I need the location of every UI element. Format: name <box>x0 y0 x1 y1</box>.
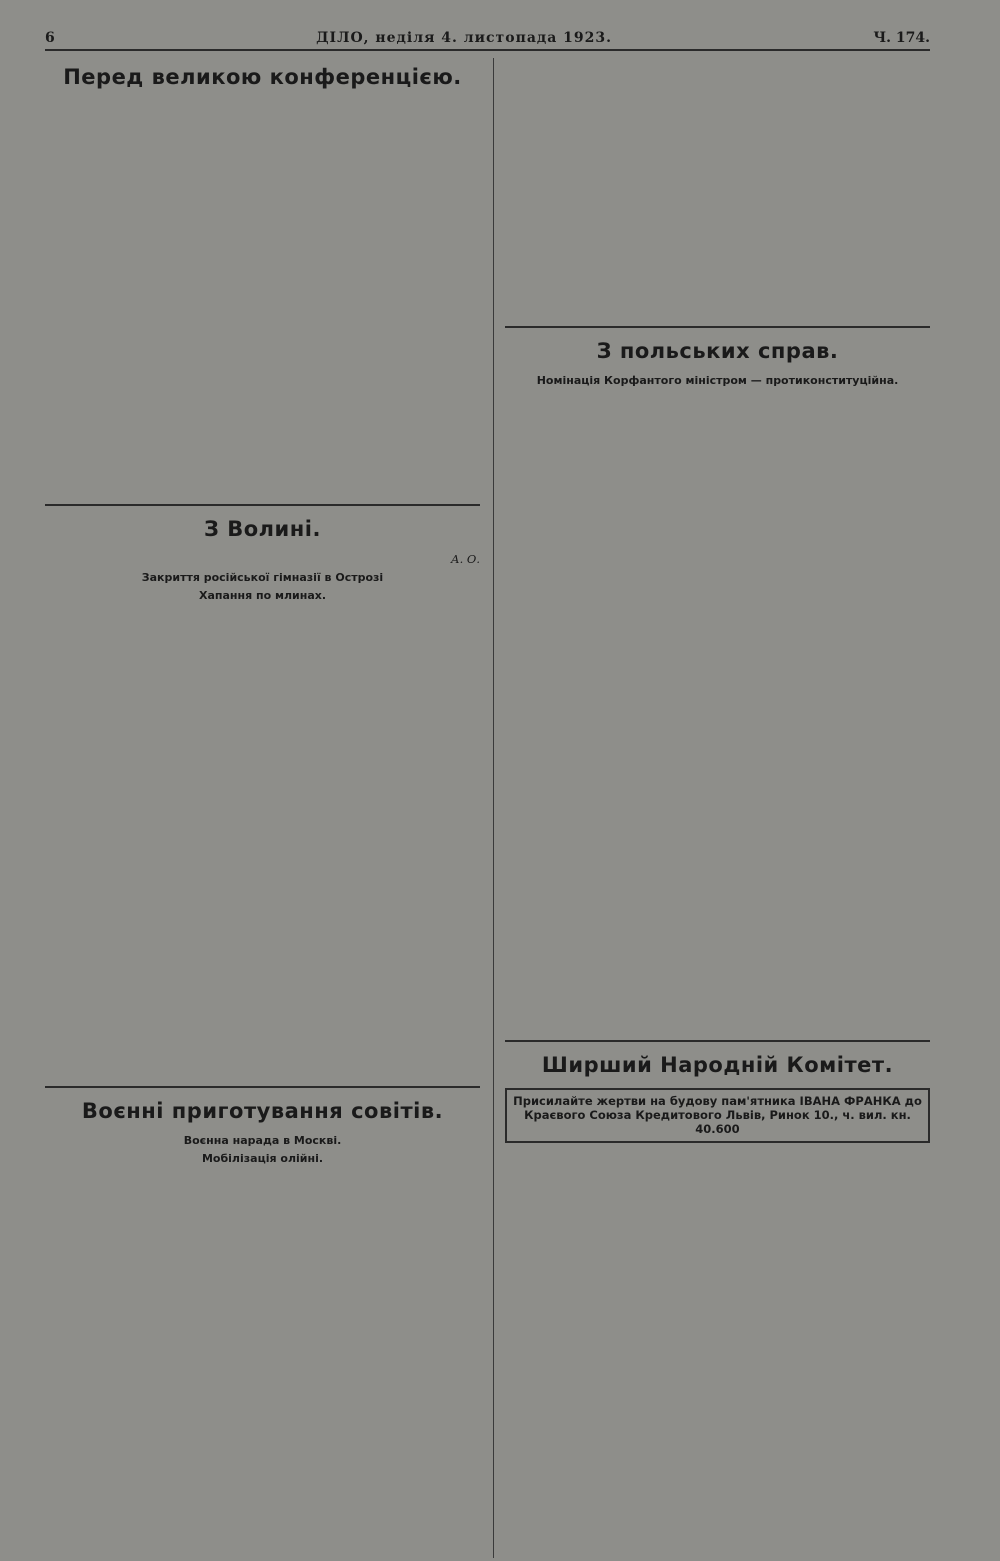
subheading: Закриття російської гімназії в Острозі <box>141 570 384 584</box>
subheading: Воєнна нарада в Москві. <box>183 1133 342 1147</box>
article-title: Воєнні приготування совітів. <box>81 1099 444 1123</box>
masthead <box>45 30 930 51</box>
page-number: 6 <box>45 30 55 46</box>
subheading: Номінація Корфантого міністром — протиконституційна. <box>536 373 899 387</box>
subheading: Мобілізація олійні. <box>201 1152 324 1166</box>
article-conference <box>45 58 480 498</box>
subheading: Хапання по млинах. <box>198 589 327 603</box>
article-national-committee <box>505 1046 930 1558</box>
newspaper-title-date: ДІЛО, неділя 4. листопада 1923. <box>316 30 613 46</box>
article-title: Ширший Народній Комітет. <box>541 1053 894 1077</box>
article-title: Перед великою конференцією. <box>63 65 462 89</box>
signature: А. О. <box>450 551 480 566</box>
article-title: З польських справ. <box>596 339 839 363</box>
franko-monument-ad: Присилайте жертви на будову пам'ятника ІВАНА ФРАНКА до Краєвого Союза Кредитового Львів, Ринок 10., ч. вил. кн. 40.600 <box>505 1088 930 1143</box>
article-soviet-preparations <box>45 1092 480 1560</box>
article-volyn <box>45 510 480 1058</box>
article-title: З Волині. <box>204 517 321 541</box>
issue-number: Ч. 174. <box>873 30 930 46</box>
columns-grid <box>45 58 930 1551</box>
article-polish-affairs <box>505 332 930 1032</box>
article-continuation <box>505 58 930 318</box>
